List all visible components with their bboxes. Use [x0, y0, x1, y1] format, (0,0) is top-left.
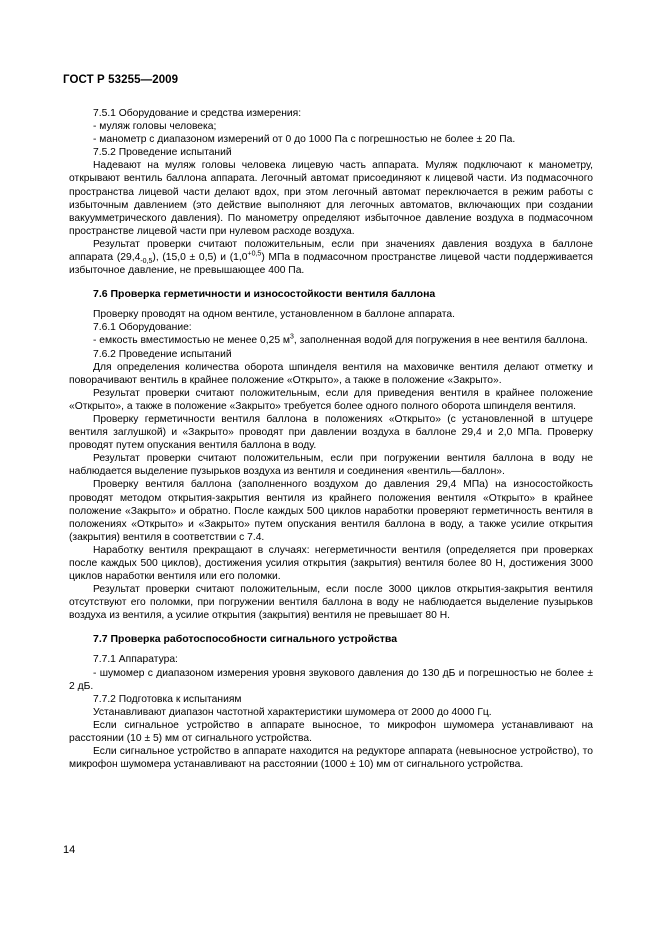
clause-7-5-1: 7.5.1 Оборудование и средства измерения:	[93, 108, 302, 119]
paragraph: Устанавливают диапазон частотной характеристики шумомера от 2000 до 4000 Гц.	[93, 706, 492, 718]
paragraph: Проверку проводят на одном вентиле, установленном в баллоне аппарата.	[93, 309, 455, 321]
paragraph: Для определения количества оборота шпинделя вентиля на маховичке вентиля делают отметку и поворачивают вентиль в крайнее положение «Открыто», а также в положение «Закрыто».	[69, 361, 593, 386]
list-item: - муляж головы человека;	[93, 121, 217, 133]
list-item: - шумомер с диапазоном измерения уровня звукового давления до 130 дБ и погрешностью не более ± 2 дБ.	[69, 667, 593, 692]
paragraph: Если сигнальное устройство в аппарате выносное, то микрофон шумомера устанавливают на расстоянии (10 ± 5) мм от сигнального устройства.	[69, 719, 593, 745]
list-item: - емкость вместимостью не менее 0,25 $м^3$, заполненная водой для погружения в нее вентиля баллона.	[93, 333, 588, 347]
clause-7-7-1: 7.7.1 Аппаратура:	[93, 654, 178, 666]
clause-7-6-2: 7.6.2 Проведение испытаний	[93, 348, 232, 360]
paragraph: Если сигнальное устройство в аппарате находится на редукторе аппарата (невыносное устройство), то микрофон шумомера устанавливают на расстоянии (1000 ± 10) мм от сигнального устройства.	[69, 746, 593, 771]
list-item: - манометр с диапазоном измерений от 0 до 1000 Па с погрешностью не более ± 20 Па.	[93, 134, 516, 146]
paragraph: Результат проверки считают положительным, если при погружении вентиля баллона в воду не наблюдается выделение пузырьков воздуха из вентиля и соединения «вентиль—баллон».	[69, 453, 593, 478]
section-heading-7-7: 7.7 Проверка работоспособности сигнального устройства	[93, 633, 398, 646]
paragraph: Надевают на муляж головы человека лицевую часть аппарата. Муляж подключают к манометру, открывают вентиль баллона аппарата. Легочный автомат присоединяют к лицевой части. Из подмасочного пространства лицевой части делают вдох, при этом легочный автомат переключается в режим работы с избыточным давлением (это действие выполняют для легочных автоматов, включающих при создании вакуумметрического давления). По манометру определяют избыточное давление воздуха в подмасочном пространстве лицевой части при нулевом расходе воздуха.	[69, 160, 593, 237]
clause-7-6-1: 7.6.1 Оборудование:	[93, 322, 192, 334]
clause-7-5-2: 7.5.2 Проведение испытаний	[93, 147, 232, 159]
paragraph: Результат проверки считают положительным, если для приведения вентиля в крайнее положение «Открыто», а также в положение «Закрыто» требуется более одного полного оборота шпинделя вентиля.	[69, 387, 593, 412]
page-number: 14	[63, 844, 76, 856]
paragraph: Результат проверки считают положительным, если после 3000 циклов открытия-закрытия вентиля отсутствуют его поломки, при погружении вентиля баллона в воду не наблюдается выделение пузырьков воздуха из вентиля, а усилие открытия (закрытия) вентиля не превышает 80 Н.	[69, 584, 593, 622]
paragraph: Наработку вентиля прекращают в случаях: негерметичности вентиля (определяется при проверках после каждых 500 циклов), достижения усилия открытия (закрытия) вентиля более 80 Н, достижения 3000 циклов наработки вентиля или его поломки.	[69, 544, 593, 583]
paragraph: Проверку вентиля баллона (заполненного воздухом до давления 29,4 МПа) на износостойкость проводят методом открытия-закрытия вентиля из крайнего положения вентиля «Открыто» в крайнее положение «Закрыто» и обратно. После каждых 500 циклов наработки проверяют герметичность вентиля в положениях «Открыто» и «Закрыто» путем опускания вентиля баллона в воду, а также усилие открытия (закрытия) вентиля в соответствии с 7.4.	[69, 479, 593, 543]
clause-7-7-2: 7.7.2 Подготовка к испытаниям	[93, 693, 242, 705]
section-heading-7-6: 7.6 Проверка герметичности и износостойкости вентиля баллона	[93, 288, 436, 301]
paragraph: Проверку герметичности вентиля баллона в положениях «Открыто» (с установленной в штуцере вентиля заглушкой) и «Закрыто» проводят при давлении воздуха в баллоне 29,4 и 2,0 МПа. Проверку проводят путем опускания вентиля баллона в воду.	[69, 413, 593, 452]
paragraph: Результат проверки считают положительным, если при значениях давления воздуха в баллоне аппарата $(29,4_{-0,5})$, (15,0 ± 0,5) и $(1,0^{+0,5})$ МПа в подмасочном пространстве лицевой части поддерживается избыточное давление, не превышающее 400 Па.	[69, 238, 594, 277]
document-body	[69, 107, 593, 771]
document-header: ГОСТ Р 53255—2009	[63, 74, 179, 86]
